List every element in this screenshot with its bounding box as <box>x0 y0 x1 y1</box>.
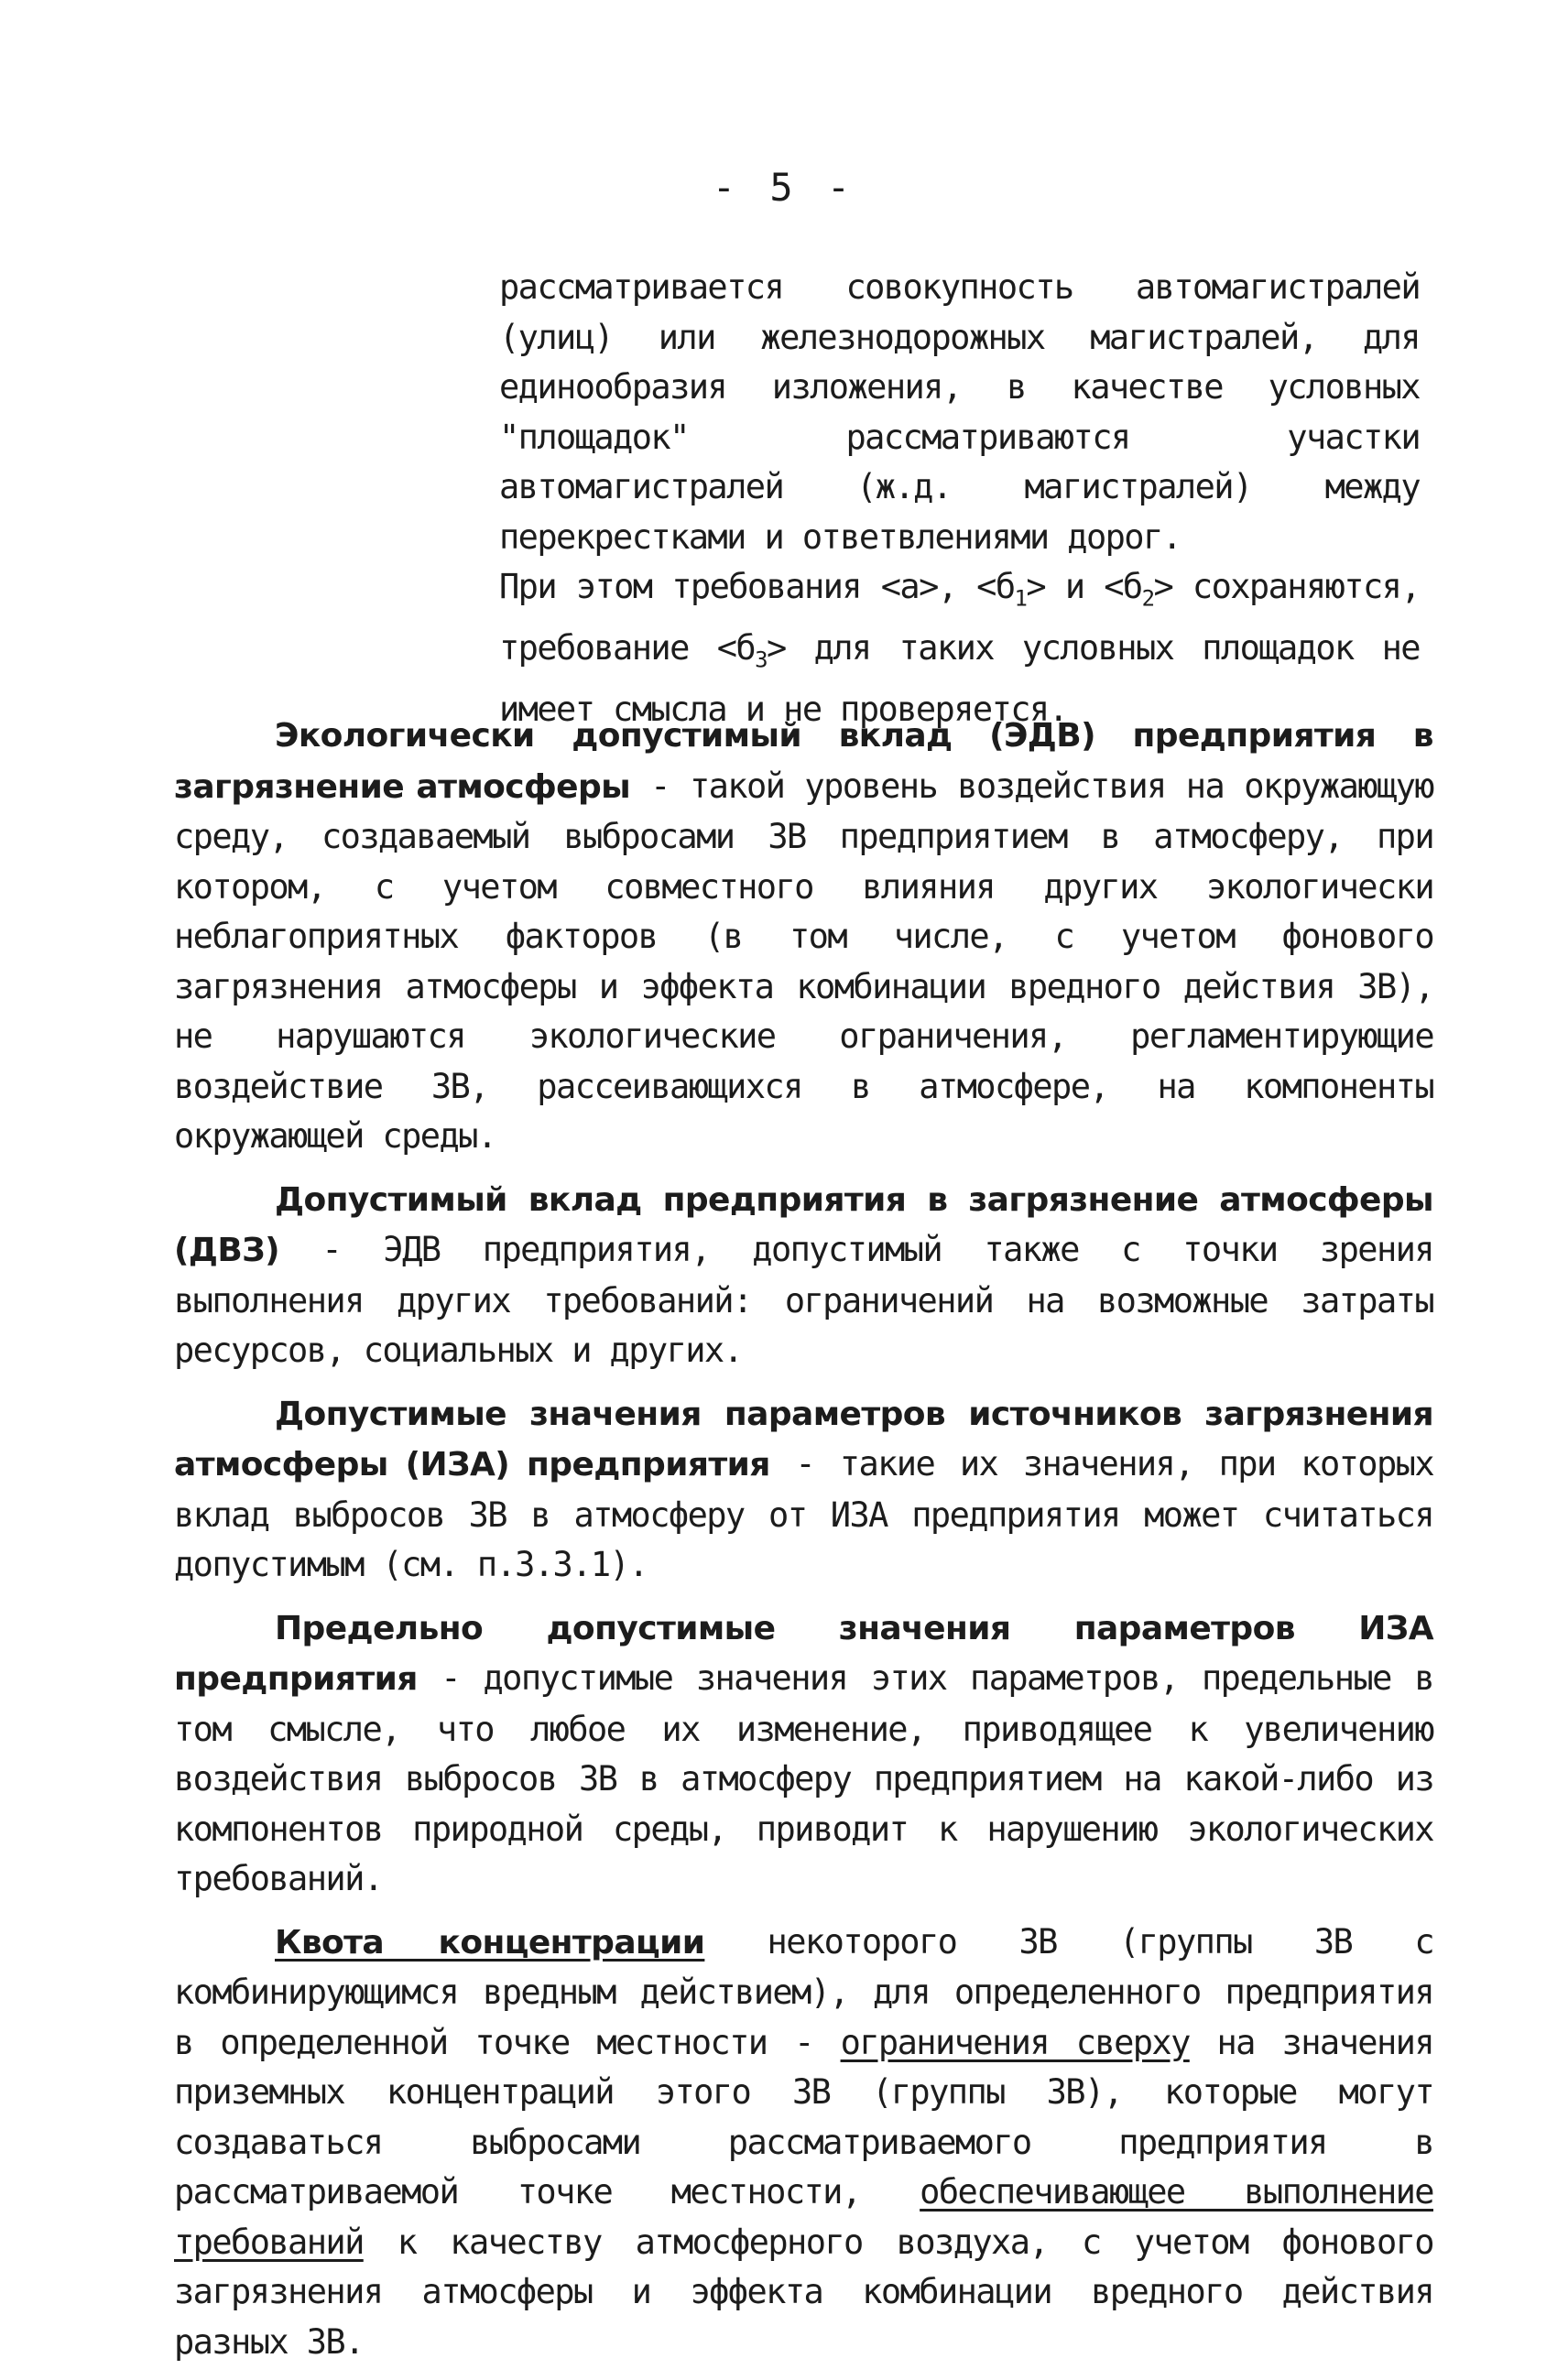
definition-text: - такие их значения, при которых вклад выбросов ЗВ в атмосферу от ИЗА предприятия может считаться допустимым (см. п.3.3.1). <box>174 1444 1433 1584</box>
intro-text-a: При этом требования <а>, <б <box>499 567 1015 606</box>
definition-term: Предельно допустимые значения параметров ИЗА предприятия <box>174 1609 1433 1698</box>
intro-block <box>499 263 1420 734</box>
definition-paragraph <box>174 1389 1433 1591</box>
definition-text: - допустимые значения этих параметров, предельные в том смысле, что любое их изменение, приводящее к увеличению воздействия выбросов ЗВ в атмосферу предприятием на какой-либо из компонентов природной среды, приводит к нарушению экологических требований. <box>174 1658 1433 1898</box>
intro-text-d: > для таких условных площадок не имеет смысла и не проверяется. <box>499 627 1420 729</box>
definition-text: - такой уровень воздействия на окружающую среду, создаваемый выбросами ЗВ предприятием в атмосферу, при котором, с учетом совместного влияния других экологически неблагоприятных факторов (в том числе, с учетом фонового загрязнения атмосферы и эффекта комбинации вредного действия ЗВ), не нарушаются экологические ограничения, регламентирующие воздействие ЗВ, рассеивающихся в атмосфере, на компоненты окружающей среды. <box>174 766 1433 1156</box>
definition-paragraph <box>174 711 1433 1162</box>
page-number: - 5 - <box>712 165 856 210</box>
definitions-body <box>174 711 1433 2380</box>
definition-paragraph <box>174 1603 1433 1905</box>
intro-text-c: > сохраняются, требование <б <box>499 567 1421 668</box>
definition-term: Экологически допустимый вклад (ЭДВ) предприятия в загрязнение атмосферы <box>174 717 1433 806</box>
quota-underlined-1: ограничения сверху <box>840 2022 1190 2062</box>
quota-term: Квота концентрации <box>275 1923 705 1962</box>
definition-term: Допустимые значения параметров источников загрязнения атмосферы (ИЗА) предприятия <box>174 1395 1433 1483</box>
definition-paragraph <box>174 1175 1433 1376</box>
definition-text: - ЭДВ предприятия, допустимый также с точки зрения выполнения других требований: ограничений на возможные затраты ресурсов, социальных и других. <box>174 1230 1433 1370</box>
subscript-2: 2 <box>1141 585 1154 612</box>
quota-text-1: некоторого ЗВ (группы ЗВ с комбинирующимся вредным действием), для определенного предприятия в определенной точке местности - <box>174 1921 1434 2062</box>
intro-text-b: > и <б <box>1026 567 1142 606</box>
intro-paragraph-2 <box>499 562 1420 734</box>
quota-paragraph <box>174 1918 1433 2368</box>
quota-text-2: на значения приземных концентраций этого ЗВ (группы ЗВ), которые могут создаваться выбросами рассматриваемого предприятия в рассматриваемой точке местности, <box>174 2022 1433 2212</box>
subscript-3: 3 <box>755 647 767 673</box>
quota-text-3: к качеству атмосферного воздуха, с учетом фонового загрязнения атмосферы и эффекта комбинации вредного действия разных ЗВ. <box>174 2222 1433 2362</box>
definition-term: Допустимый вклад предприятия в загрязнение атмосферы (ДВЗ) <box>174 1180 1433 1269</box>
subscript-1: 1 <box>1014 585 1027 612</box>
quota-underlined-2: обеспечивающее выполнение требований <box>174 2172 1433 2262</box>
intro-paragraph-1: рассматривается совокупность автомагистралей (улиц) или железнодорожных магистралей, для единообразия изложения, в качестве условных "площадок" рассматриваются участки автомагистралей (ж.д. магистралей) между перекрестками и ответвлениями дорог. <box>499 267 1420 557</box>
